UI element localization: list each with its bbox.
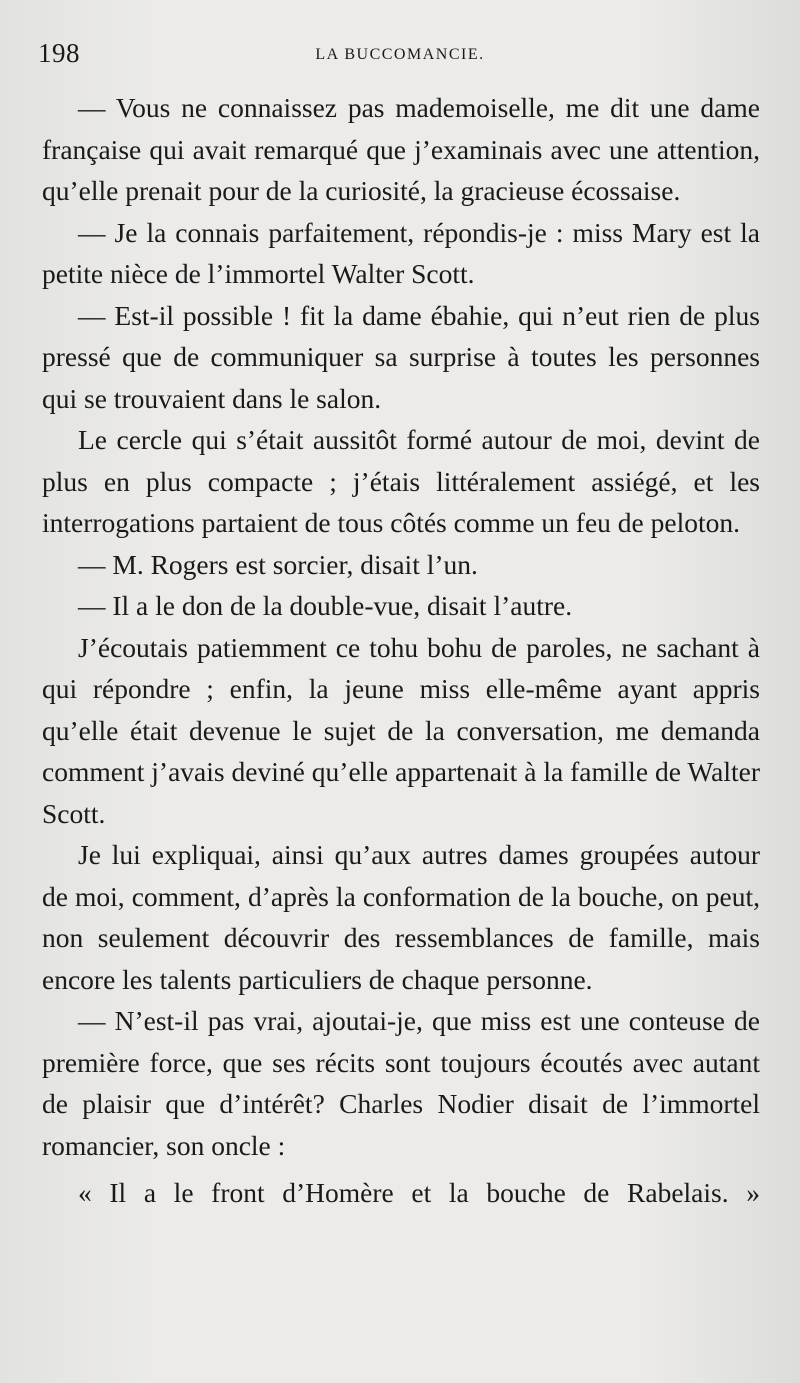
paragraph: — Il a le don de la double-vue, disait l’autre.: [78, 590, 573, 621]
paragraph: — Je la connais parfaitement, répondis-je : miss Mary est la petite nièce de l’immortel Walter Scott.: [42, 216, 760, 289]
running-head: LA BUCCOMANCIE.: [315, 46, 485, 63]
page-number: 198: [38, 38, 80, 68]
paragraph: Je lui expliquai, ainsi qu’aux autres dames groupées autour de moi, comment, d’après la conformation de la bouche, on peut, non seulement découvrir des ressemblances de famille, mais encore les talents particuliers de chaque personne.: [42, 839, 760, 995]
paragraph: — N’est-il pas vrai, ajoutai-je, que miss est une conteuse de première force, que ses récits sont toujours écoutés avec autant de plaisir que d’intérêt? Charles Nodier disait de l’immortel romancier, son oncle :: [42, 1005, 760, 1161]
paragraph: Le cercle qui s’était aussitôt formé autour de moi, devint de plus en plus compacte ; j’étais littéralement assiégé, et les interrogations partaient de tous côtés comme un feu de peloton.: [42, 424, 760, 538]
quotation: « Il a le front d’Homère et la bouche de Rabelais. »: [78, 1177, 760, 1208]
page-header: [38, 38, 762, 74]
paragraph: — Vous ne connaissez pas mademoiselle, me dit une dame française qui avait remarqué que j’examinais avec une attention, qu’elle prenait pour de la curiosité, la gracieuse écossaise.: [42, 92, 760, 206]
paragraph: — M. Rogers est sorcier, disait l’un.: [78, 548, 478, 580]
body-text: [42, 87, 760, 1214]
paragraph: — Est-il possible ! fit la dame ébahie, qui n’eut rien de plus pressé que de communiquer sa surprise à toutes les personnes qui se trouvaient dans le salon.: [42, 299, 760, 414]
paragraph: J’écoutais patiemment ce tohu bohu de paroles, ne sachant à qui répondre ; enfin, la jeune miss elle-même ayant appris qu’elle était devenue le sujet de la conversation, me demanda comment j’avais deviné qu’elle appartenait à la famille de Walter Scott.: [42, 631, 760, 829]
